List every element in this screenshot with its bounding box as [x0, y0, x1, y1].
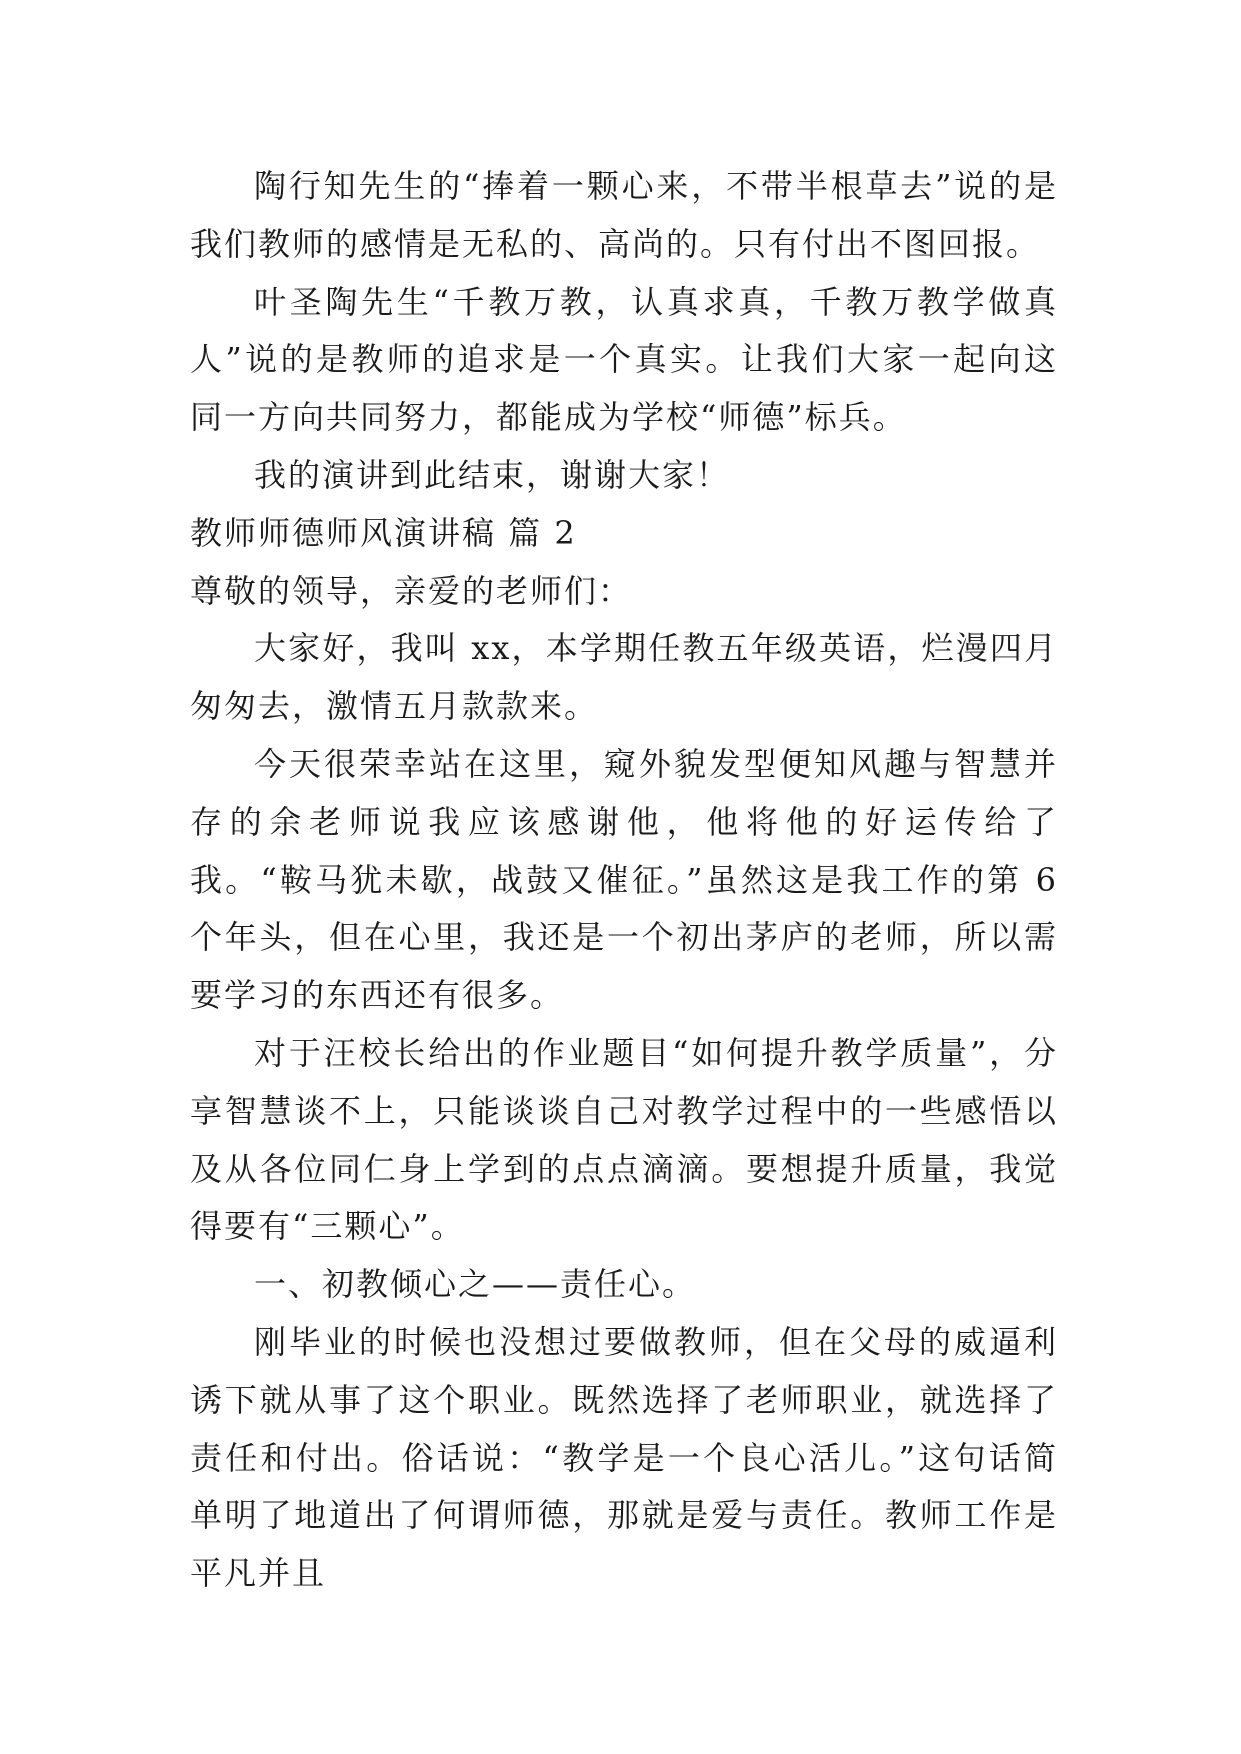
paragraph: 我的演讲到此结束，谢谢大家！	[254, 455, 731, 494]
paragraph: 今天很荣幸站在这里，窥外貌发型便知风趣与智慧并存的余老师说我应该感谢他，他将他的好运传给了我。“鞍马犹未歇，战鼓又催征。”虽然这是我工作的第 6 个年头，但在心里，我还是一个初出茅庐的老师，所以需要学习的东西还有很多。	[190, 744, 1058, 1015]
paragraph: 大家好，我叫 xx，本学期任教五年级英语，烂漫四月匆匆去，激情五月款款来。	[190, 629, 1058, 726]
paragraph: 叶圣陶先生“千教万教，认真求真，千教万教学做真人”说的是教师的追求是一个真实。让我们大家一起向这同一方向共同努力，都能成为学校“师德”标兵。	[190, 282, 1058, 437]
subheading: 一、初教倾心之——责任心。	[254, 1265, 697, 1304]
section-heading: 教师师德师风演讲稿 篇 2	[190, 513, 577, 552]
document-body	[190, 158, 1058, 1603]
paragraph: 刚毕业的时候也没想过要做教师，但在父母的威逼利诱下就从事了这个职业。既然选择了老师职业，就选择了责任和付出。俗话说：“教学是一个良心活儿。”这句话简单明了地道出了何谓师德，那就是爱与责任。教师工作是平凡并且	[190, 1322, 1058, 1593]
salutation: 尊敬的领导，亲爱的老师们：	[190, 571, 633, 610]
paragraph: 陶行知先生的“捧着一颗心来，不带半根草去”说的是我们教师的感情是无私的、高尚的。只有付出不图回报。	[190, 167, 1058, 263]
paragraph: 对于汪校长给出的作业题目“如何提升教学质量”，分享智慧谈不上，只能谈谈自己对教学过程中的一些感悟以及从各位同仁身上学到的点点滴滴。要想提升质量，我觉得要有“三颗心”。	[190, 1033, 1058, 1246]
